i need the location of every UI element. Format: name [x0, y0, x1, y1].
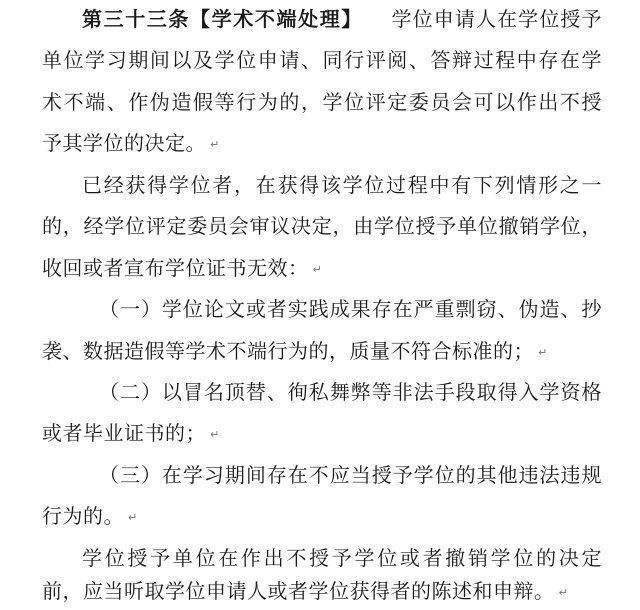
text-span: 或者毕业证书的；: [42, 421, 206, 445]
text-line: 学位授予单位在作出不授予学位或者撤销学位的决定: [82, 546, 602, 570]
article-heading: 第三十三条【学术不端处理】: [82, 7, 363, 31]
text-line: [42, 499, 602, 533]
text-line: [42, 334, 602, 368]
text-line: （二）以冒名顶替、徇私舞弊等非法手段取得入学资格: [99, 380, 602, 404]
text-span: 袭、数据造假等学术不端行为的，质量不符合标准的；: [42, 339, 534, 363]
paragraph-mark: ↵: [128, 510, 138, 524]
paragraph-mark: ↵: [558, 585, 569, 599]
text-line: [42, 251, 602, 285]
text-line: 术不端、作伪造假等行为的，学位评定委员会可以作出不授: [42, 90, 602, 114]
text-line: 已经获得学位者，在获得该学位过程中有下列情形之一: [82, 173, 602, 197]
paragraph-mark: ↵: [210, 137, 220, 151]
text-line: [42, 126, 602, 160]
text-line: [42, 416, 602, 450]
text-span: 予其学位的决定。: [42, 131, 206, 155]
text-line: [82, 2, 602, 36]
text-span: 学位申请人在学位授予: [390, 7, 603, 31]
text-span: 前，应当听取学位申请人或者学位获得者的陈述和申辩。: [42, 579, 555, 603]
text-line: [42, 574, 602, 608]
paragraph-mark: ↵: [312, 262, 323, 276]
text-line: （三）在学习期间存在不应当授予学位的其他违法违规: [99, 463, 602, 487]
text-line: （一）学位论文或者实践成果存在严重剽窃、伪造、抄: [99, 297, 602, 321]
text-span: 行为的。: [42, 504, 124, 528]
paragraph-mark: ↵: [210, 427, 220, 441]
text-span: 收回或者宣布学位证书无效：: [42, 256, 309, 280]
paragraph-mark: ↵: [538, 345, 548, 359]
text-line: 的，经学位评定委员会审议决定，由学位授予单位撤销学位，: [42, 214, 602, 238]
text-line: 单位学习期间以及学位申请、同行评阅、答辩过程中存在学: [42, 48, 602, 72]
